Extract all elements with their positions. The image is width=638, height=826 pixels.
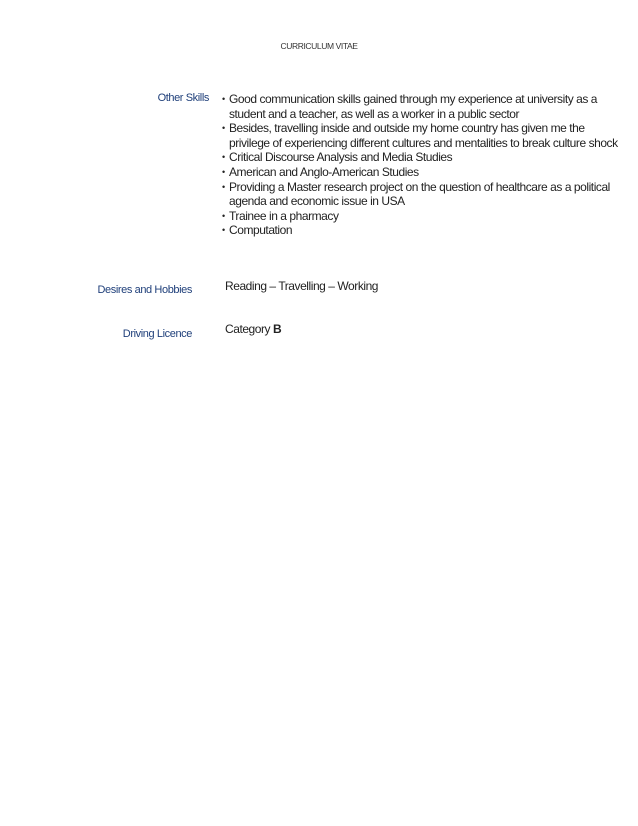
skill-item (222, 209, 618, 224)
skill-item (222, 223, 618, 238)
licence-category-prefix: Category (225, 322, 273, 336)
skill-text: Good communication skills gained through my experience at university as a student and a teacher, as well as a worker in a public sector (229, 92, 598, 121)
bullet-icon: • (222, 166, 225, 177)
hobbies-label: Desires and Hobbies (97, 284, 192, 296)
driving-licence-value (225, 322, 281, 336)
skill-text: Besides, travelling inside and outside my home country has given me the privilege of experiencing different cultures and mentalities to break culture shock (229, 121, 618, 150)
bullet-icon: • (222, 152, 225, 163)
skill-text: Trainee in a pharmacy (229, 208, 339, 223)
driving-licence-label: Driving Licence (122, 328, 192, 340)
skill-item (222, 180, 618, 209)
skill-item (222, 150, 618, 165)
other-skills-label: Other Skills (157, 92, 209, 104)
bullet-icon: • (222, 181, 225, 192)
skill-text: Computation (229, 223, 293, 238)
document-title: CURRICULUM VITAE (280, 41, 358, 51)
bullet-icon: • (222, 94, 225, 104)
licence-category-letter: B (272, 322, 282, 336)
bullet-icon: • (222, 210, 225, 221)
skill-item (222, 165, 618, 180)
skill-text: Critical Discourse Analysis and Media Studies (229, 150, 453, 165)
bullet-icon: • (222, 123, 225, 134)
skill-text: Providing a Master research project on the question of healthcare as a political agenda and economic issue in USA (229, 179, 610, 209)
hobbies-value: Reading – Travelling – Working (225, 279, 379, 293)
other-skills-list (222, 92, 618, 238)
skill-item (222, 121, 618, 150)
skill-item (222, 92, 618, 121)
skill-text: American and Anglo-American Studies (229, 164, 419, 179)
bullet-icon: • (222, 225, 225, 236)
